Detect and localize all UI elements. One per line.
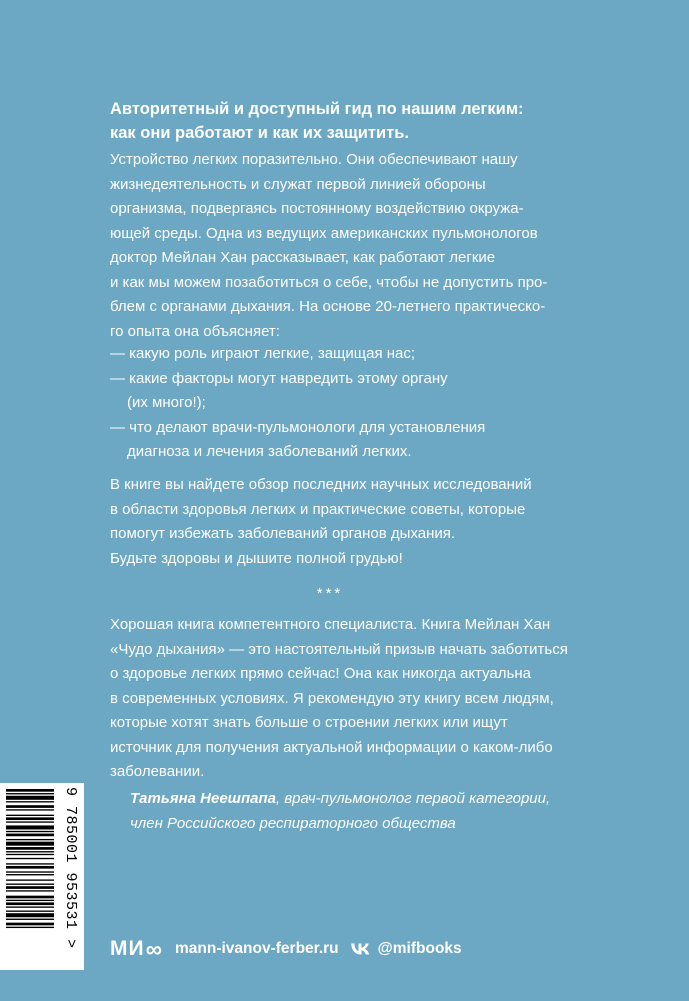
- review-quote: [110, 613, 568, 785]
- barcode-bar: [6, 871, 54, 872]
- summary-paragraph: [110, 473, 560, 571]
- logo-text: МИ: [110, 937, 145, 960]
- barcode-bar: [6, 923, 54, 926]
- publisher-footer: [110, 937, 462, 961]
- barcode-bar: [6, 842, 54, 846]
- list-item-continuation: (их много!);: [127, 394, 206, 411]
- barcode-bar: [6, 851, 54, 852]
- barcode-bar: [6, 817, 54, 820]
- barcode-bar: [6, 902, 54, 905]
- barcode-bar: [6, 839, 54, 840]
- barcode-bar: [6, 789, 54, 792]
- headline: [110, 97, 560, 145]
- barcode-bar: [6, 900, 54, 901]
- reviewer-role: , врач-пульмонолог первой категории,: [276, 790, 551, 807]
- barcode-bar: [6, 858, 54, 859]
- barcode-digits-container: [57, 787, 81, 967]
- bullet-list: [110, 342, 560, 465]
- list-item: — какие факторы могут навредить этому органу: [110, 369, 448, 387]
- barcode-bar: [6, 796, 54, 800]
- barcode-bar: [6, 831, 54, 832]
- barcode-bar: [6, 911, 54, 912]
- barcode-bar: [6, 874, 54, 875]
- intro-paragraph: [110, 148, 560, 344]
- barcode-bar: [6, 793, 54, 794]
- barcode-bar: [6, 863, 54, 864]
- publisher-logo: [110, 936, 163, 963]
- barcode-bar: [6, 896, 54, 899]
- barcode-bar: [6, 913, 54, 917]
- barcode-bar: [6, 919, 54, 920]
- quote-line: которые хотят знать больше о строении легких или ищут: [110, 714, 508, 731]
- summary-line: В книге вы найдете обзор последних научных исследований: [110, 476, 532, 493]
- section-separator: ***: [316, 585, 344, 602]
- vk-icon[interactable]: [351, 943, 370, 955]
- barcode-bar: [6, 834, 54, 837]
- summary-line: помогут избежать заболеваний органов дыхания.: [110, 525, 456, 542]
- quote-line: заболевании.: [110, 763, 205, 780]
- list-item: — какую роль играют легкие, защищая нас;: [110, 345, 416, 362]
- summary-line: в области здоровья легких и практические советы, которые: [110, 500, 526, 518]
- barcode-bar: [6, 886, 54, 889]
- barcode-bars: [0, 783, 56, 970]
- list-item: — что делают врачи-пульмонологи для установления: [110, 418, 486, 436]
- barcode-digits: 9 785001 953531 >: [62, 787, 79, 949]
- headline-line: как они работают и как их защитить.: [110, 124, 409, 142]
- intro-line: и как мы можем позаботиться о себе, чтобы не допустить про-: [110, 273, 548, 291]
- intro-line: доктор Мейлан Хан рассказывает, как работают легкие: [110, 249, 496, 266]
- barcode-bar: [6, 884, 54, 885]
- infinity-icon: ∞: [145, 935, 163, 962]
- barcode-bar: [6, 825, 54, 829]
- quote-line: в современных условиях. Я рекомендую эту книгу всем людям,: [110, 689, 554, 707]
- isbn-barcode: [0, 783, 84, 970]
- publisher-website[interactable]: mann-ivanov-ferber.ru: [175, 940, 339, 957]
- barcode-bar: [6, 854, 54, 855]
- barcode-bar: [6, 906, 54, 907]
- summary-line: Будьте здоровы и дышите полной грудью!: [110, 549, 403, 567]
- headline-line: Авторитетный и доступный гид по нашим легким:: [110, 100, 524, 118]
- barcode-bar: [6, 809, 54, 810]
- quote-line: Хорошая книга компетентного специалиста. Книга Мейлан Хан: [110, 616, 551, 633]
- intro-line: го опыта она объясняет:: [110, 322, 280, 340]
- social-handle[interactable]: @mifbooks: [377, 940, 462, 957]
- barcode-bar: [6, 890, 54, 891]
- barcode-bar: [6, 927, 54, 928]
- barcode-bar: [6, 866, 54, 869]
- intro-line: жизнедеятельность и служат первой линией обороны: [110, 175, 486, 193]
- barcode-bar: [6, 821, 54, 822]
- barcode-bar: [6, 801, 54, 802]
- quote-attribution: [130, 787, 560, 836]
- quote-line: источник для получения актуальной информации о каком-либо: [110, 738, 553, 756]
- reviewer-name: Татьяна Неешпапа: [130, 790, 277, 807]
- barcode-bar: [6, 815, 54, 816]
- intro-line: Устройство легких поразительно. Они обеспечивают нашу: [110, 151, 518, 168]
- reviewer-affiliation: член Российского респираторного общества: [130, 814, 456, 832]
- barcode-bar: [6, 847, 54, 850]
- quote-line: о здоровье легких прямо сейчас! Она как никогда актуальна: [110, 665, 531, 682]
- intro-line: ющей среды. Одна из ведущих американских пульмонологов: [110, 224, 538, 242]
- intro-line: блем с органами дыхания. На основе 20-летнего практическо-: [110, 298, 546, 315]
- list-item-continuation: диагноза и лечения заболеваний легких.: [127, 443, 412, 460]
- intro-line: организма, подвергаясь постоянному воздействию окружа-: [110, 200, 524, 217]
- quote-line: «Чудо дыхания» — это настоятельный призыв начать заботиться: [110, 640, 568, 658]
- barcode-bar: [6, 879, 54, 880]
- barcode-bar: [6, 805, 54, 808]
